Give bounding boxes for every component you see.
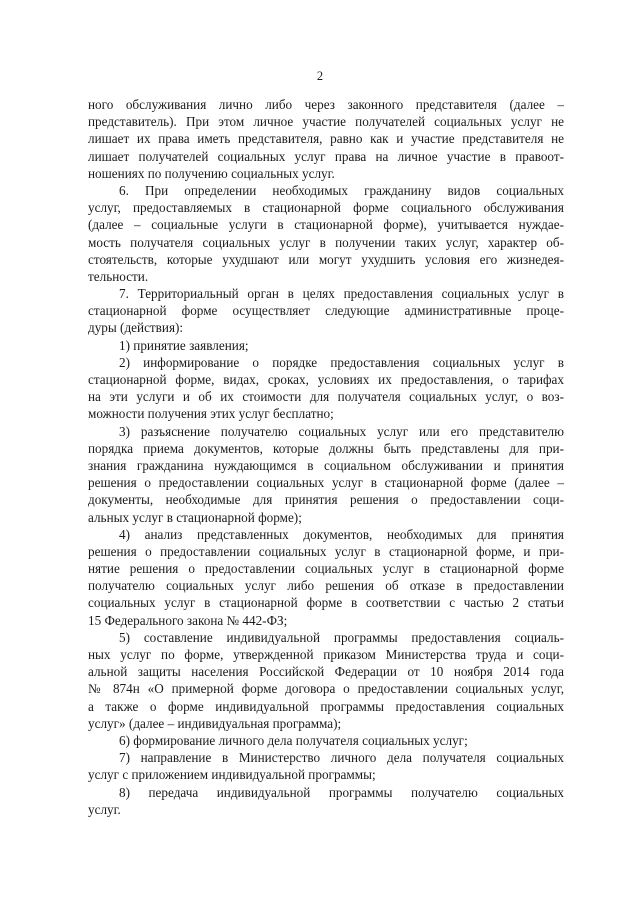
text-line: услуг» (далее – индивидуальная программа); bbox=[88, 715, 342, 731]
text-line: на эти услуги и об их стоимости для получателя социальных услуг, о воз- bbox=[88, 389, 564, 405]
text-line: (далее – социальные услуги в стационарной форме), учитывается нуждае- bbox=[88, 217, 564, 233]
text-line: а также о форме индивидуальной программы предоставления социальных bbox=[88, 698, 564, 714]
text-line: ношениях по получению социальных услуг. bbox=[88, 165, 335, 181]
text-line: мость получателя социальных услуг в получении таких услуг, характер об- bbox=[88, 234, 564, 250]
text-line: 5) составление индивидуальной программы предоставления социаль- bbox=[119, 629, 564, 645]
text-line: № 874н «О примерной форме договора о предоставлении социальных услуг, bbox=[88, 681, 564, 697]
paragraph bbox=[88, 96, 564, 182]
text-line: решения о предоставлении социальных услуг в стационарной форме, и при- bbox=[88, 543, 564, 559]
paragraph bbox=[88, 337, 564, 354]
text-line: 6) формирование личного дела получателя социальных услуг; bbox=[119, 732, 468, 748]
text-line: 2) информирование о порядке предоставления социальных услуг в bbox=[119, 354, 564, 370]
document-body bbox=[88, 96, 564, 818]
paragraph bbox=[88, 182, 564, 285]
paragraph bbox=[88, 629, 564, 732]
page-number: 2 bbox=[316, 69, 324, 83]
text-line: стационарной форме осуществляет следующие административные проце- bbox=[88, 303, 564, 319]
text-line: 8) передача индивидуальной программы получателю социальных bbox=[119, 784, 564, 800]
text-line: 1) принятие заявления; bbox=[119, 337, 249, 353]
paragraph bbox=[88, 784, 564, 818]
text-line: 15 Федерального закона № 442-ФЗ; bbox=[88, 612, 288, 628]
text-line: услуг, предоставляемых в стационарной форме социального обслуживания bbox=[88, 200, 564, 216]
text-line: порядка приема документов, которые должны быть представлены для при- bbox=[88, 440, 564, 456]
text-line: ных услуг по форме, утвержденной приказом Министерства труда и соци- bbox=[88, 647, 564, 662]
text-line: услуг. bbox=[88, 801, 121, 817]
paragraph bbox=[88, 354, 564, 423]
text-line: лишает получателей социальных услуг права на личное участие в правоот- bbox=[88, 148, 564, 164]
text-line: нятие решения о предоставлении социальных услуг в стационарной форме bbox=[88, 561, 564, 577]
text-line: альных услуг в стационарной форме); bbox=[88, 509, 302, 525]
text-line: решения о предоставлении социальных услуг в стационарной форме (далее – bbox=[88, 475, 564, 491]
text-line: дуры (действия): bbox=[88, 320, 184, 336]
text-line: услуг с приложением индивидуальной программы; bbox=[88, 767, 376, 783]
text-line: стационарной форме, видах, сроках, условиях их предоставления, о тарифах bbox=[88, 372, 564, 387]
text-line: социальных услуг в стационарной форме в соответствии с частью 2 статьи bbox=[88, 595, 564, 611]
text-line: 3) разъяснение получателю социальных услуг или его представителю bbox=[119, 423, 564, 439]
text-line: 7. Территориальный орган в целях предоставления социальных услуг в bbox=[119, 286, 564, 302]
paragraph bbox=[88, 749, 564, 783]
text-line: можности получения этих услуг бесплатно; bbox=[88, 406, 334, 422]
text-line: 7) направление в Министерство личного дела получателя социальных bbox=[119, 750, 564, 766]
text-line: лишает их права иметь представителя, равно как и участие представителя не bbox=[88, 131, 564, 147]
text-line: стоятельств, которые ухудшают или могут ухудшить условия его жизнедея- bbox=[88, 251, 564, 267]
text-line: ного обслуживания лично либо через законного представителя (далее – bbox=[88, 97, 564, 112]
text-line: получателю социальных услуг либо решения об отказе в предоставлении bbox=[88, 578, 564, 594]
paragraph bbox=[88, 526, 564, 629]
text-line: 6. При определении необходимых гражданину видов социальных bbox=[119, 182, 564, 198]
paragraph bbox=[88, 423, 564, 526]
text-line: альной защиты населения Российской Федерации от 10 ноября 2014 года bbox=[88, 664, 564, 680]
paragraph bbox=[88, 285, 564, 337]
text-line: документы, необходимые для принятия решения о предоставлении соци- bbox=[88, 492, 564, 508]
text-line: 4) анализ представленных документов, необходимых для принятия bbox=[119, 526, 564, 542]
paragraph bbox=[88, 732, 564, 749]
text-line: знания гражданина нуждающимся в социальном обслуживании и принятия bbox=[88, 457, 564, 473]
text-line: тельности. bbox=[88, 268, 149, 284]
text-line: представитель). При этом личное участие получателей социальных услуг не bbox=[88, 114, 564, 130]
